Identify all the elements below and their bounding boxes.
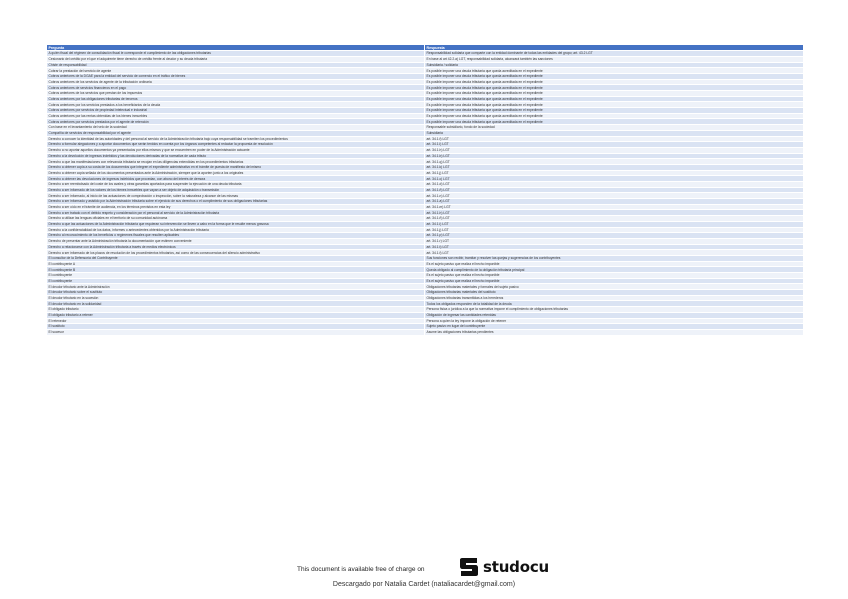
column-header-question: Pregunta: [47, 45, 425, 51]
answer-cell: Sujeto pasivo en lugar del contribuyente: [425, 324, 804, 330]
question-cell: Derecho a que las actuaciones de la Administración tributaria que requieran su intervención se lleven a cabo en la forma que le resulte menos gravosa: [47, 221, 425, 227]
question-cell: Derecho a obtener las devoluciones de ingresos indebidos que procedan, con abono del interés de demora: [47, 176, 425, 182]
answer-cell: Persona física o jurídica a la que la normativa impone el cumplimiento de obligaciones tributarias: [425, 307, 804, 313]
question-cell: Derecho a ser informado de los plazos de resolución de los procedimientos tributarios, así como de las consecuencias del silencio administrativo: [47, 250, 425, 256]
answer-cell: art. 34.1.q) LGT: [425, 159, 804, 165]
answer-cell: Es posible imponer una deuda tributaria que queda acreditada en el expediente: [425, 91, 804, 97]
answer-cell: Es posible imponer una deuda tributaria que queda acreditada en el expediente: [425, 108, 804, 114]
question-cell: Cobros anteriores por servicios prestados por el agente de retención: [47, 119, 425, 125]
document-page: [46, 44, 803, 336]
answer-cell: art. 34.1.d) LGT: [425, 182, 804, 188]
answer-cell: Es el sujeto pasivo que realiza el hecho imponible: [425, 261, 804, 267]
answer-cell: Obligaciones tributarias materiales y formales del sujeto pasivo: [425, 284, 804, 290]
answer-cell: Responsable subsidiario, fondo de la sociedad: [425, 125, 804, 131]
question-cell: El consultor de la Defensoría del Contribuyente: [47, 255, 425, 261]
question-cell: Derecho a conocer la identidad de las autoridades y del personal al servicio de la Administración tributaria bajo cuya responsabilidad se tramiten los procedimientos: [47, 136, 425, 142]
answer-cell: Es posible imponer una deuda tributaria que queda acreditada en el expediente: [425, 113, 804, 119]
question-cell: Con base en el levantamiento del velo de la sociedad: [47, 125, 425, 131]
question-cell: Cobros anteriores por servicios de propiedad intelectual e industrial: [47, 108, 425, 114]
question-cell: Chiste de responsabilidad: [47, 62, 425, 68]
answer-cell: Es el sujeto pasivo que realiza el hecho imponible: [425, 273, 804, 279]
question-cell: Cobros anteriores por los servicios prestados a los beneficiarios de la deuda: [47, 102, 425, 108]
question-cell: El contribuyente: [47, 278, 425, 284]
answer-cell: Responsabilidad solidaria que comparte con la entidad dominante de todas las entidades del grupo; art. 43.2 LGT: [425, 51, 804, 57]
answer-cell: Es el sujeto pasivo que realiza el hecho imponible: [425, 278, 804, 284]
question-cell: Derecho a ser informado de los valores de los bienes inmuebles que vayan a ser objeto de adquisición o transmisión: [47, 187, 425, 193]
question-cell: Cobrar la prestación del servicio de agente: [47, 68, 425, 74]
answer-cell: Es posible imponer una deuda tributaria que queda acreditada en el expediente: [425, 96, 804, 102]
question-cell: Derecho de presentar ante la Administración tributaria la documentación que estimen conveniente: [47, 238, 425, 244]
question-cell: El sustituto: [47, 324, 425, 330]
table-row: [47, 329, 804, 335]
availability-note: This document is available free of charge on: [297, 566, 425, 573]
answer-cell: art. 34.1.k) LGT: [425, 164, 804, 170]
question-cell: Cobros anteriores de la DGAE para la entidad del servicio de comercio en el tráfico de bienes: [47, 73, 425, 79]
answer-cell: art. 34.1.n) LGT: [425, 193, 804, 199]
answer-cell: art. 34.1.ñ) LGT: [425, 187, 804, 193]
answer-cell: Obligación de ingresar las cantidades retenidas: [425, 312, 804, 318]
question-cell: Derecho al reconocimiento de los beneficios o regímenes fiscales que resulten aplicables: [47, 233, 425, 239]
question-cell: Derecho a formular alegaciones y a aportar documentos que serán tenidos en cuenta por los órganos competentes al redactar la propuesta de resolución: [47, 142, 425, 148]
answer-cell: Obligaciones tributarias materiales del sustituto: [425, 290, 804, 296]
table-body: [47, 51, 804, 335]
answer-cell: art. 34.1.h) LGT: [425, 147, 804, 153]
answer-cell: Subsidiaria: [425, 130, 804, 136]
answer-cell: Es posible imponer una deuda tributaria que queda acreditada en el expediente: [425, 102, 804, 108]
question-cell: El retenedor: [47, 318, 425, 324]
question-cell: El deudor tributario en la sucesión: [47, 295, 425, 301]
question-cell: Cobros anteriores de los servicios de agente de la tributación ordinaria: [47, 79, 425, 85]
question-cell: Derecho a utilizar las lenguas oficiales en el territorio de su comunidad autónoma: [47, 216, 425, 222]
answer-cell: art. 34.1.t) LGT: [425, 244, 804, 250]
page-footer: [0, 556, 848, 596]
answer-cell: art. 34.1.m) LGT: [425, 204, 804, 210]
question-cell: Derecho a relacionarse con la Administración tributaria a través de medios electrónicos: [47, 244, 425, 250]
answer-cell: art. 34.1.f) LGT: [425, 250, 804, 256]
studocu-logo[interactable]: [458, 557, 549, 577]
answer-cell: art. 34.1.i) LGT: [425, 221, 804, 227]
question-cell: Cobros anteriores por las obligaciones tributarias de terceros: [47, 96, 425, 102]
answer-cell: art. 34.1.j) LGT: [425, 227, 804, 233]
question-cell: Derecho a obtener copia a su costa de los documentos que integren el expediente administrativo en el trámite de puesta de manifiesto del mismo: [47, 164, 425, 170]
question-cell: El deudor tributario en la solidaridad: [47, 301, 425, 307]
questions-table: [46, 44, 804, 336]
answer-cell: art. 34.1.j) LGT: [425, 170, 804, 176]
answer-cell: art. 34.1.b) LGT: [425, 153, 804, 159]
answer-cell: Asume las obligaciones tributarias pendientes: [425, 329, 804, 335]
question-cell: Derecho a que las manifestaciones con relevancia tributaria se recojan en las diligencias extendidas en los procedimientos tributarios: [47, 159, 425, 165]
question-cell: Derecho a ser reembolsado del coste de los avales y otras garantías aportados para suspender la ejecución de una deuda tributaria: [47, 182, 425, 188]
question-cell: Cobros anteriores de servicios financieros en el pago: [47, 85, 425, 91]
question-cell: El deudor tributario ante la Administración: [47, 284, 425, 290]
question-cell: A quién fiscal del régimen de consolidación fiscal le corresponde el cumplimiento de las obligaciones tributarias: [47, 51, 425, 57]
question-cell: El contribuyente: [47, 273, 425, 279]
question-cell: Derecho a ser informado, al inicio de las actuaciones de comprobación o inspección, sobre la naturaleza y alcance de las mismas: [47, 193, 425, 199]
question-cell: Derecho a ser tratado con el debido respeto y consideración por el personal al servicio de la Administración tributaria: [47, 210, 425, 216]
answer-cell: Es posible imponer una deuda tributaria que queda acreditada en el expediente: [425, 119, 804, 125]
question-cell: Derecho a la confidencialidad de los datos, informes o antecedentes obtenidos por la Administración tributaria: [47, 227, 425, 233]
question-cell: Compañía de servicios de responsabilidad por el agente: [47, 130, 425, 136]
answer-cell: Todos los obligados responden de la totalidad de la deuda: [425, 301, 804, 307]
answer-cell: Sus funciones son recibir, tramitar y resolver las quejas y sugerencias de los contribuyentes: [425, 255, 804, 261]
answer-cell: art. 34.1.r) LGT: [425, 238, 804, 244]
studocu-s-icon: [458, 557, 480, 577]
question-cell: El obligado tributario: [47, 307, 425, 313]
question-cell: El contribuyente B: [47, 267, 425, 273]
question-cell: Cesionario del crédito por el que el adquirente tiene derecho de crédito frente al deudor y su deuda tributaria: [47, 56, 425, 62]
answer-cell: Es posible imponer una deuda tributaria que queda acreditada en el expediente: [425, 73, 804, 79]
column-header-answer: Respuesta: [425, 45, 804, 51]
answer-cell: En base al art 42.2.a) LGT, responsabilidad solidaria, alcanzará también las sanciones: [425, 56, 804, 62]
question-cell: El obligado tributario a retener: [47, 312, 425, 318]
question-cell: Cobros anteriores por las rentas obtenidas de los bienes inmuebles: [47, 113, 425, 119]
answer-cell: art. 34.1.a) LGT: [425, 199, 804, 205]
question-cell: El contribuyente A: [47, 261, 425, 267]
question-cell: Derecho a obtener copia sellada de los documentos presentados ante la Administración, siempre que la aporten junto a los originales: [47, 170, 425, 176]
answer-cell: Queda obligado al cumplimiento de la obligación tributaria principal: [425, 267, 804, 273]
answer-cell: Es posible imponer una deuda tributaria que queda acreditada en el expediente: [425, 85, 804, 91]
question-cell: Derecho a ser oído en el trámite de audiencia, en los términos previstos en esta ley: [47, 204, 425, 210]
answer-cell: art. 34.1.l) LGT: [425, 142, 804, 148]
downloaded-by-line: Descargado por Natalia Cardet (nataliacardet@gmail.com): [332, 581, 516, 588]
answer-cell: art. 34.1.h) LGT: [425, 210, 804, 216]
answer-cell: Persona a quien la ley impone la obligación de retener: [425, 318, 804, 324]
question-cell: Derecho a la devolución de ingresos indebidos y las devoluciones derivadas de la normativa de cada tributo: [47, 153, 425, 159]
question-cell: Derecho a ser informado y asistido por la Administración tributaria sobre el ejercicio de sus derechos o el cumplimiento de sus obligaciones tributarias: [47, 199, 425, 205]
question-cell: Cobros anteriores de los servicios que prestan de los impuestos: [47, 91, 425, 97]
studocu-brand-text: studocu: [483, 558, 549, 576]
answer-cell: art. 34.1.f) LGT: [425, 136, 804, 142]
answer-cell: art. 34.1.ñ) LGT: [425, 216, 804, 222]
answer-cell: Es posible imponer una deuda tributaria que queda acreditada en el expediente: [425, 79, 804, 85]
question-cell: El sucesor: [47, 329, 425, 335]
answer-cell: Subsidiaria / solidaria: [425, 62, 804, 68]
answer-cell: art. 34.1.p) LGT: [425, 233, 804, 239]
answer-cell: Obligaciones tributarias transmitidas a los herederos: [425, 295, 804, 301]
question-cell: El deudor tributario sobre el sustituto: [47, 290, 425, 296]
question-cell: Derecho a no aportar aquellos documentos ya presentados por ellos mismos y que se encuentren en poder de la Administración actuante: [47, 147, 425, 153]
answer-cell: Es posible imponer una deuda tributaria que queda acreditada en el expediente: [425, 68, 804, 74]
answer-cell: art. 34.1.c) LGT: [425, 176, 804, 182]
